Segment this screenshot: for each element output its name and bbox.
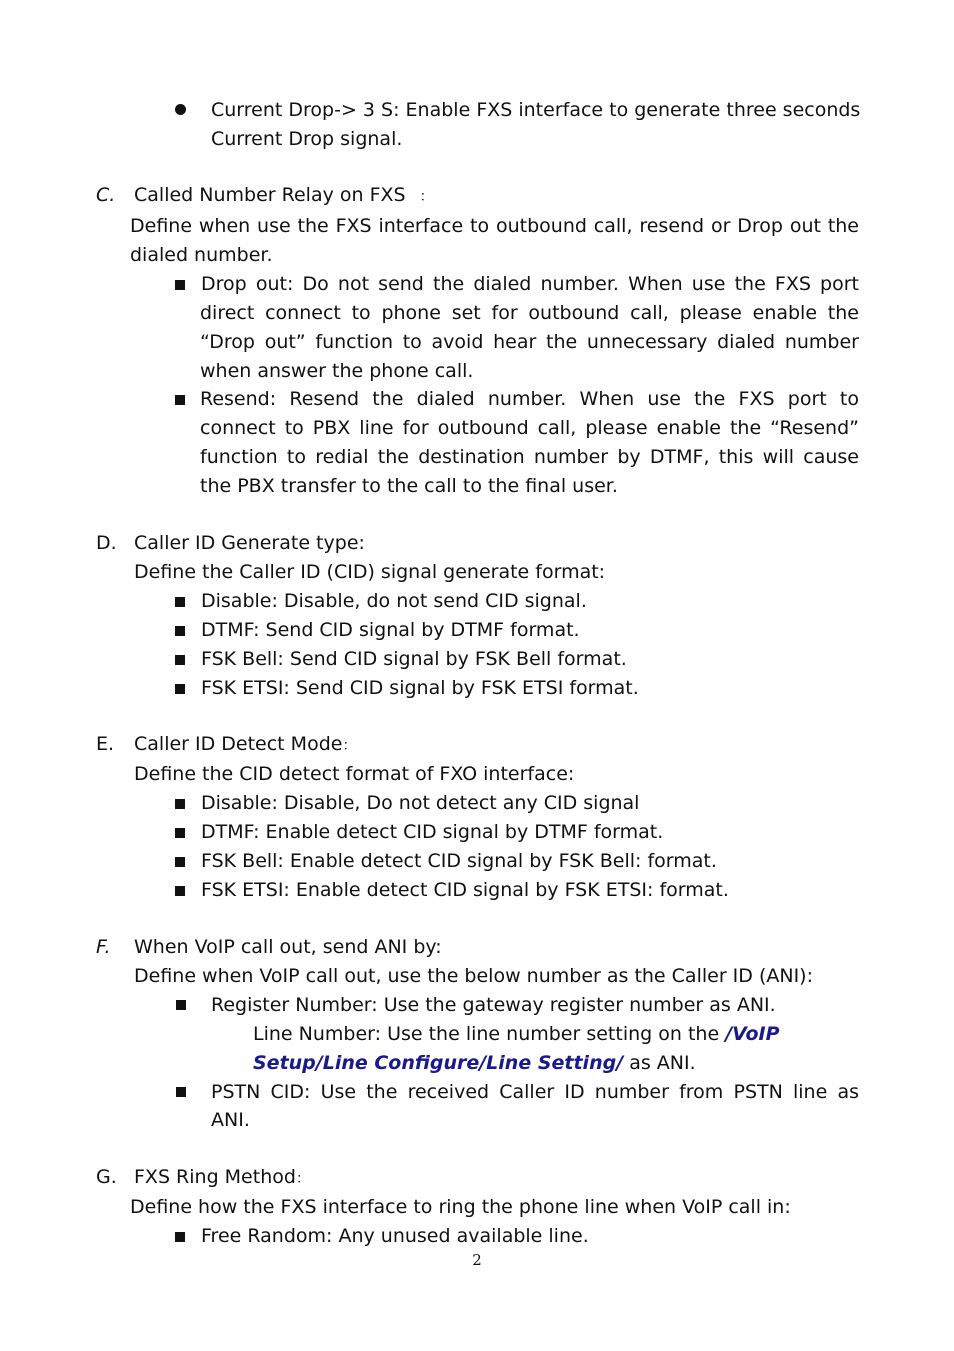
section-f-letter: F.: [96, 936, 111, 958]
section-g-title: [134, 1163, 310, 1194]
section-c-desc: Define when use the FXS interface to outbound call, resend or Drop out the dialed number.: [130, 215, 859, 266]
section-c-title: [134, 181, 434, 212]
section-e-title: [134, 730, 356, 761]
section-d-desc: Define the Caller ID (CID) signal generate format:: [134, 561, 606, 583]
section-f-title: When VoIP call out, send ANI by:: [134, 936, 442, 958]
line-number-prefix: Line Number: Use the line number setting on the: [253, 1023, 720, 1045]
bullet-dot-icon: [175, 104, 186, 115]
square-bullet-icon: [175, 799, 185, 809]
square-bullet-icon: [176, 1087, 186, 1097]
square-bullet-icon: [175, 886, 185, 896]
top-bullet-line2: Current Drop signal.: [211, 128, 403, 150]
section-f-desc: Define when VoIP call out, use the below number as the Caller ID (ANI):: [134, 965, 813, 987]
square-bullet-icon: [175, 626, 185, 636]
section-f-item-pstn-line2: ANI.: [211, 1109, 250, 1131]
section-d-item: DTMF: Send CID signal by DTMF format.: [201, 619, 580, 641]
square-bullet-icon: [175, 280, 185, 290]
square-bullet-icon: [175, 857, 185, 867]
square-bullet-icon: [176, 1000, 186, 1010]
section-g-title-text: FXS Ring Method: [134, 1166, 296, 1188]
section-e-item: DTMF: Enable detect CID signal by DTMF format.: [201, 821, 664, 843]
section-e-title-text: Caller ID Detect Mode: [134, 733, 343, 755]
section-e-colon: ：: [342, 738, 357, 754]
section-e-letter: E.: [96, 733, 115, 755]
section-c-letter: C.: [96, 184, 116, 206]
section-e-item: FSK ETSI: Enable detect CID signal by FSK ETSI: format.: [201, 879, 729, 901]
square-bullet-icon: [175, 597, 185, 607]
section-d-title: Caller ID Generate type:: [134, 532, 365, 554]
square-bullet-icon: [175, 395, 185, 405]
section-c-item-drop-out: Drop out: Do not send the dialed number. When use the FXS port direct connect to phone set for outbound call, please enable the “Drop out” function to avoid hear the unnecessary dialed number when answer the phone call.: [200, 273, 859, 382]
section-f-line-number-row1: [253, 1020, 780, 1049]
line-number-suffix: as ANI.: [629, 1052, 696, 1074]
section-g-colon: ：: [295, 1171, 310, 1187]
section-d-item: Disable: Disable, do not send CID signal.: [201, 590, 587, 612]
section-e-desc: Define the CID detect format of FXO interface:: [134, 763, 575, 785]
page-number: 2: [472, 1251, 482, 1269]
square-bullet-icon: [175, 655, 185, 665]
top-bullet-line1: Current Drop-> 3 S: Enable FXS interface to generate three seconds: [211, 99, 861, 121]
square-bullet-icon: [175, 1232, 185, 1242]
section-g-letter: G.: [96, 1166, 117, 1188]
square-bullet-icon: [175, 684, 185, 694]
section-d-item: FSK Bell: Send CID signal by FSK Bell format.: [201, 648, 627, 670]
section-c-colon: ：: [419, 189, 434, 205]
section-g-desc: Define how the FXS interface to ring the phone line when VoIP call in:: [130, 1196, 791, 1218]
section-g-item: Free Random: Any unused available line.: [201, 1225, 589, 1247]
square-bullet-icon: [175, 828, 185, 838]
section-e-item: Disable: Disable, Do not detect any CID signal: [201, 792, 640, 814]
pstn-line1-text: PSTN CID: Use the received Caller ID number from PSTN line as: [211, 1081, 859, 1103]
section-e-item: FSK Bell: Enable detect CID signal by FSK Bell: format.: [201, 850, 717, 872]
section-d-item: FSK ETSI: Send CID signal by FSK ETSI format.: [201, 677, 639, 699]
section-f-item-register: Register Number: Use the gateway register number as ANI.: [211, 994, 776, 1016]
section-f-line-number-row2: [253, 1049, 696, 1078]
section-f-item-pstn-line1: [211, 1078, 859, 1107]
voip-path-part2: Setup/Line Configure/Line Setting/: [253, 1052, 624, 1074]
voip-path-part1: /VoIP: [725, 1023, 780, 1045]
section-d-letter: D.: [96, 532, 117, 554]
section-c-title-text: Called Number Relay on FXS: [134, 184, 406, 206]
section-c-item-resend: Resend: Resend the dialed number. When use the FXS port to connect to PBX line for outbound call, please enable the “Resend” function to redial the destination number by DTMF, this will cause the PBX transfer to the call to the final user.: [200, 388, 859, 497]
